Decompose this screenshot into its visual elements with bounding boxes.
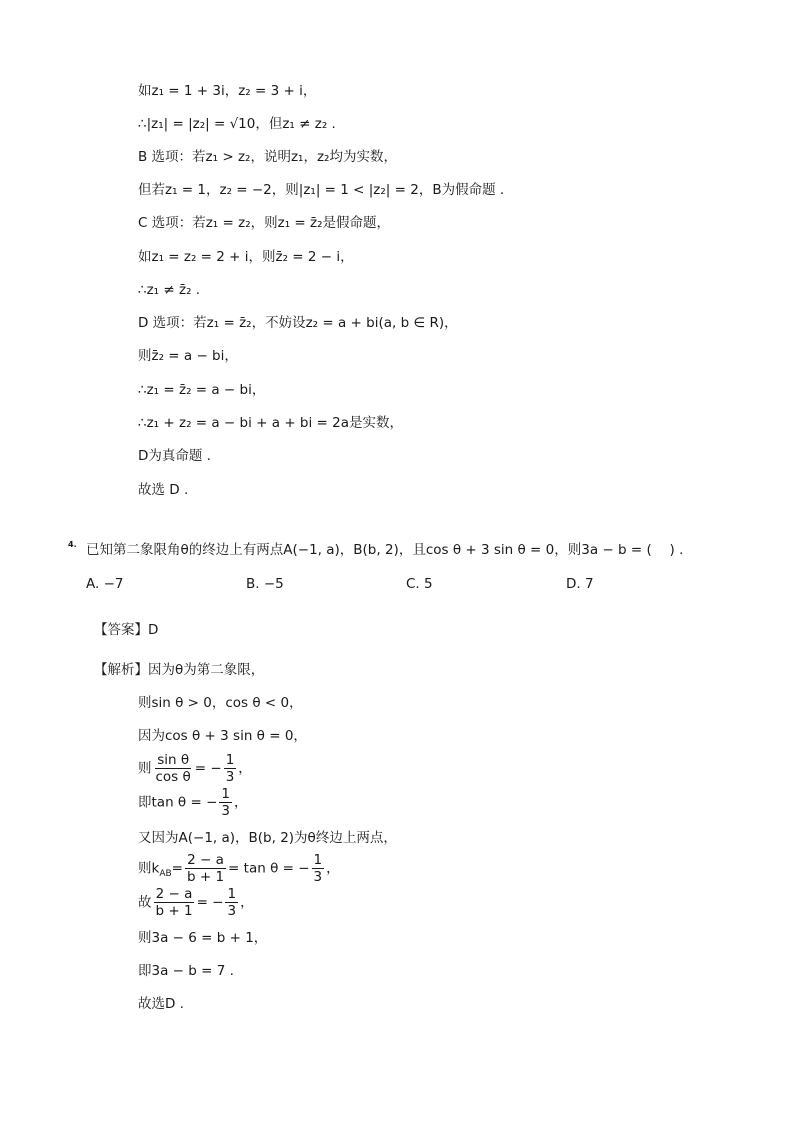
solution-line-2: ∴|z₁| = |z₂| = √10，但z₁ ≠ z₂ . <box>138 116 336 132</box>
solution-line-5: C 选项：若z₁ = z₂，则z₁ = z̄₂是假命题， <box>138 215 390 231</box>
solution-line-13: 故选 D . <box>138 482 189 498</box>
solution-line-8: D 选项：若z₁ = z̄₂，不妨设z₂ = a + bi(a, b ∈ R)， <box>138 315 458 331</box>
analysis-step-9: 即3a − b = 7 . <box>138 963 234 979</box>
analysis-step-2: 因为cos θ + 3 sin θ = 0， <box>138 728 307 744</box>
slope-fraction: $\frac{2 - a}{b + 1}$ <box>155 886 193 919</box>
question-number: 4. <box>68 540 77 549</box>
analysis-step-5: 又因为A(−1, a)，B(b, 2)为θ终边上两点， <box>138 830 397 846</box>
analysis-step-8: 则3a − 6 = b + 1， <box>138 930 268 946</box>
sin-cos-fraction: $\frac{\text{sin θ}}{\text{cos θ}}$ <box>155 752 191 785</box>
solution-line-10: ∴z₁ = z̄₂ = a − bi， <box>138 382 266 398</box>
solution-line-7: ∴z₁ ≠ z̄₂ . <box>138 282 201 298</box>
answer-label: 【答案】 <box>94 622 148 638</box>
question-stem: 已知第二象限角θ的终边上有两点A(−1, a)，B(b, 2)，且cos θ + 3 sin θ = 0，则3a − b = ( ) . <box>86 542 684 558</box>
analysis-label: 【解析】 <box>94 662 148 678</box>
solution-line-3: B 选项：若z₁ > z₂，说明z₁，z₂均为实数， <box>138 149 397 165</box>
one-third-fraction: $\frac{1}{3}$ <box>221 786 230 819</box>
solution-line-12: D为真命题 . <box>138 448 211 464</box>
one-third-fraction: $\frac{1}{3}$ <box>313 852 323 885</box>
option-a: A. −7 <box>86 576 124 592</box>
analysis-step-1: 则sin θ > 0，cos θ < 0， <box>138 695 303 711</box>
analysis-step-10: 故选D . <box>138 996 184 1012</box>
analysis-first: 因为θ为第二象限， <box>148 662 265 678</box>
one-third-fraction: $\frac{1}{3}$ <box>225 752 235 785</box>
solution-line-11: ∴z₁ + z₂ = a − bi + a + bi = 2a是实数， <box>138 415 403 431</box>
answer-value: D <box>148 622 159 638</box>
solution-line-6: 如z₁ = z₂ = 2 + i，则z̄₂ = 2 − i， <box>138 249 354 265</box>
analysis-first-line <box>94 660 264 680</box>
analysis-step-6: 则$k_{AB}=$ $\frac{2 - a}{b + 1}$ = tan θ = − $\frac{1}{3}$ ， <box>138 852 340 885</box>
solution-line-1: 如z₁ = 1 + 3i，z₂ = 3 + i， <box>138 83 317 99</box>
option-b: B. −5 <box>246 576 284 592</box>
solution-line-4: 但若z₁ = 1，z₂ = −2，则|z₁| = 1 < |z₂| = 2，B为假命题 . <box>138 182 505 198</box>
slope-fraction: $\frac{2 - a}{b + 1}$ <box>186 852 225 885</box>
analysis-step-3: 则 $\frac{\text{sin θ}}{\text{cos θ}}$ = − $\frac{1}{3}$ ， <box>138 752 252 785</box>
solution-line-9: 则z̄₂ = a − bi， <box>138 348 238 364</box>
option-d: D. 7 <box>566 576 594 592</box>
analysis-step-7: 故 $\frac{2 - a}{b + 1}$ = − $\frac{1}{3}$ ， <box>138 886 254 919</box>
one-third-fraction: $\frac{1}{3}$ <box>227 886 237 919</box>
analysis-step-4: 即tan θ = − $\frac{1}{3}$ ， <box>138 786 248 819</box>
answer-line <box>94 620 158 640</box>
option-c: C. 5 <box>406 576 433 592</box>
